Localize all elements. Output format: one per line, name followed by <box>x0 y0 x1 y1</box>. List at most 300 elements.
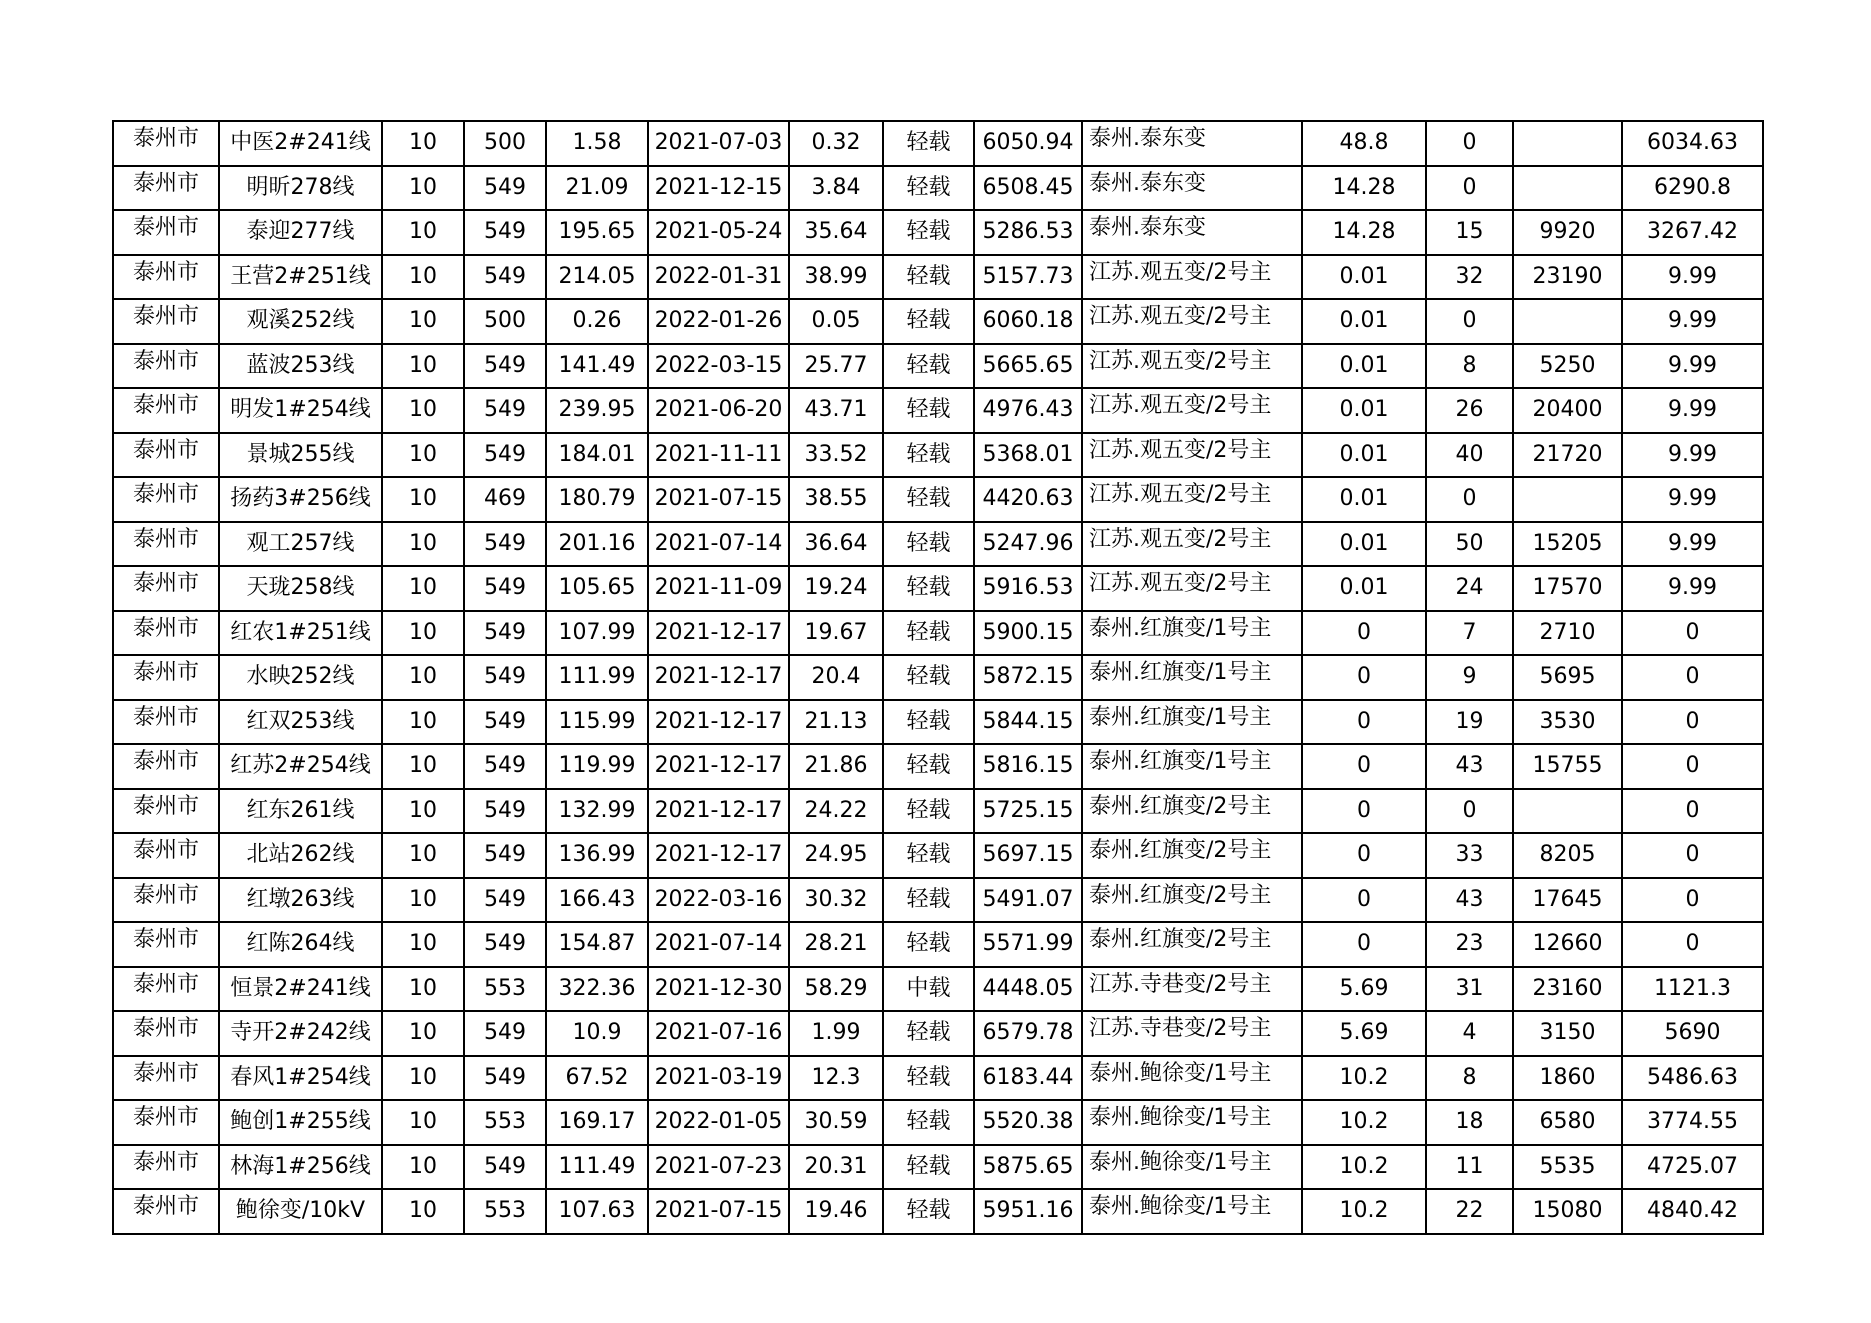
load-status-cell: 轻载 <box>883 388 974 433</box>
table-row <box>113 1189 1763 1234</box>
count-cell: 4 <box>1426 1011 1513 1056</box>
substation-cell: 泰州.鲍徐变/1号主 <box>1082 1189 1302 1234</box>
date-cell: 2021-11-09 <box>648 566 789 611</box>
substation-cell: 泰州.鲍徐变/1号主 <box>1082 1100 1302 1145</box>
substation-margin-cell: 10.2 <box>1302 1056 1426 1101</box>
load-cell: 136.99 <box>546 833 648 878</box>
capacity-cell: 549 <box>464 166 546 211</box>
city-cell: 泰州市 <box>113 566 219 611</box>
remaining-cell: 9.99 <box>1622 344 1763 389</box>
load-status-cell: 轻载 <box>883 121 974 166</box>
capacity-cell: 549 <box>464 522 546 567</box>
load-rate-cell: 38.55 <box>789 477 883 522</box>
city-cell: 泰州市 <box>113 210 219 255</box>
substation-cell: 泰州.红旗变/1号主 <box>1082 655 1302 700</box>
load-cell: 154.87 <box>546 922 648 967</box>
capacity-cell: 549 <box>464 789 546 834</box>
capacity-cell: 469 <box>464 477 546 522</box>
count-cell: 40 <box>1426 433 1513 478</box>
total-cell: 5695 <box>1513 655 1622 700</box>
line-name-cell: 寺开2#242线 <box>219 1011 382 1056</box>
date-cell: 2022-03-15 <box>648 344 789 389</box>
voltage-cell: 10 <box>382 121 464 166</box>
remaining-cell: 3267.42 <box>1622 210 1763 255</box>
remaining-cell: 9.99 <box>1622 299 1763 344</box>
load-rate-cell: 33.52 <box>789 433 883 478</box>
table-row <box>113 477 1763 522</box>
voltage-cell: 10 <box>382 1189 464 1234</box>
remaining-cell: 0 <box>1622 833 1763 878</box>
table-row <box>113 121 1763 166</box>
substation-margin-cell: 0.01 <box>1302 477 1426 522</box>
margin-cell: 5520.38 <box>974 1100 1082 1145</box>
load-cell: 21.09 <box>546 166 648 211</box>
table-row <box>113 166 1763 211</box>
date-cell: 2021-07-03 <box>648 121 789 166</box>
capacity-cell: 549 <box>464 566 546 611</box>
voltage-cell: 10 <box>382 210 464 255</box>
total-cell: 15205 <box>1513 522 1622 567</box>
table-row <box>113 700 1763 745</box>
load-rate-cell: 28.21 <box>789 922 883 967</box>
date-cell: 2022-01-05 <box>648 1100 789 1145</box>
remaining-cell: 5486.63 <box>1622 1056 1763 1101</box>
substation-cell: 江苏.观五变/2号主 <box>1082 388 1302 433</box>
voltage-cell: 10 <box>382 388 464 433</box>
total-cell: 23160 <box>1513 967 1622 1012</box>
total-cell: 2710 <box>1513 611 1622 656</box>
substation-margin-cell: 0 <box>1302 789 1426 834</box>
table-row <box>113 922 1763 967</box>
substation-cell: 泰州.鲍徐变/1号主 <box>1082 1056 1302 1101</box>
margin-cell: 5951.16 <box>974 1189 1082 1234</box>
substation-margin-cell: 48.8 <box>1302 121 1426 166</box>
substation-cell: 泰州.泰东变 <box>1082 166 1302 211</box>
substation-margin-cell: 0.01 <box>1302 566 1426 611</box>
count-cell: 0 <box>1426 121 1513 166</box>
line-name-cell: 水映252线 <box>219 655 382 700</box>
load-cell: 115.99 <box>546 700 648 745</box>
count-cell: 0 <box>1426 166 1513 211</box>
line-name-cell: 蓝波253线 <box>219 344 382 389</box>
line-name-cell: 红农1#251线 <box>219 611 382 656</box>
count-cell: 22 <box>1426 1189 1513 1234</box>
city-cell: 泰州市 <box>113 700 219 745</box>
substation-cell: 江苏.观五变/2号主 <box>1082 433 1302 478</box>
total-cell: 5535 <box>1513 1145 1622 1190</box>
remaining-cell: 0 <box>1622 744 1763 789</box>
city-cell: 泰州市 <box>113 433 219 478</box>
load-rate-cell: 30.59 <box>789 1100 883 1145</box>
margin-cell: 5157.73 <box>974 255 1082 300</box>
load-rate-cell: 20.31 <box>789 1145 883 1190</box>
capacity-cell: 549 <box>464 700 546 745</box>
date-cell: 2021-07-14 <box>648 522 789 567</box>
voltage-cell: 10 <box>382 833 464 878</box>
date-cell: 2022-03-16 <box>648 878 789 923</box>
total-cell: 17645 <box>1513 878 1622 923</box>
table-row <box>113 967 1763 1012</box>
remaining-cell: 0 <box>1622 789 1763 834</box>
table-row <box>113 744 1763 789</box>
line-name-cell: 春风1#254线 <box>219 1056 382 1101</box>
substation-margin-cell: 0 <box>1302 744 1426 789</box>
substation-margin-cell: 0 <box>1302 655 1426 700</box>
count-cell: 23 <box>1426 922 1513 967</box>
load-cell: 169.17 <box>546 1100 648 1145</box>
load-status-cell: 轻载 <box>883 611 974 656</box>
load-rate-cell: 21.86 <box>789 744 883 789</box>
substation-cell: 江苏.观五变/2号主 <box>1082 344 1302 389</box>
city-cell: 泰州市 <box>113 611 219 656</box>
date-cell: 2021-12-17 <box>648 744 789 789</box>
date-cell: 2022-01-26 <box>648 299 789 344</box>
load-cell: 1.58 <box>546 121 648 166</box>
line-name-cell: 泰迎277线 <box>219 210 382 255</box>
date-cell: 2021-12-17 <box>648 789 789 834</box>
margin-cell: 5697.15 <box>974 833 1082 878</box>
city-cell: 泰州市 <box>113 655 219 700</box>
substation-cell: 江苏.观五变/2号主 <box>1082 299 1302 344</box>
remaining-cell: 0 <box>1622 611 1763 656</box>
date-cell: 2021-03-19 <box>648 1056 789 1101</box>
substation-cell: 泰州.红旗变/1号主 <box>1082 611 1302 656</box>
remaining-cell: 1121.3 <box>1622 967 1763 1012</box>
substation-cell: 江苏.观五变/2号主 <box>1082 477 1302 522</box>
table-row <box>113 433 1763 478</box>
margin-cell: 5872.15 <box>974 655 1082 700</box>
total-cell: 3530 <box>1513 700 1622 745</box>
substation-margin-cell: 10.2 <box>1302 1145 1426 1190</box>
load-cell: 107.99 <box>546 611 648 656</box>
substation-margin-cell: 0 <box>1302 700 1426 745</box>
margin-cell: 5491.07 <box>974 878 1082 923</box>
load-cell: 214.05 <box>546 255 648 300</box>
load-cell: 180.79 <box>546 477 648 522</box>
margin-cell: 6050.94 <box>974 121 1082 166</box>
remaining-cell: 9.99 <box>1622 388 1763 433</box>
margin-cell: 5844.15 <box>974 700 1082 745</box>
date-cell: 2021-06-20 <box>648 388 789 433</box>
line-name-cell: 景城255线 <box>219 433 382 478</box>
capacity-cell: 549 <box>464 388 546 433</box>
load-rate-cell: 24.22 <box>789 789 883 834</box>
table-row <box>113 878 1763 923</box>
count-cell: 8 <box>1426 344 1513 389</box>
remaining-cell: 0 <box>1622 655 1763 700</box>
margin-cell: 5247.96 <box>974 522 1082 567</box>
city-cell: 泰州市 <box>113 388 219 433</box>
load-cell: 239.95 <box>546 388 648 433</box>
load-rate-cell: 30.32 <box>789 878 883 923</box>
substation-cell: 泰州.红旗变/2号主 <box>1082 878 1302 923</box>
capacity-cell: 549 <box>464 611 546 656</box>
city-cell: 泰州市 <box>113 1100 219 1145</box>
substation-cell: 泰州.红旗变/1号主 <box>1082 700 1302 745</box>
line-name-cell: 扬药3#256线 <box>219 477 382 522</box>
remaining-cell: 5690 <box>1622 1011 1763 1056</box>
load-status-cell: 轻载 <box>883 477 974 522</box>
line-name-cell: 天珑258线 <box>219 566 382 611</box>
total-cell: 21720 <box>1513 433 1622 478</box>
line-name-cell: 红苏2#254线 <box>219 744 382 789</box>
load-rate-cell: 20.4 <box>789 655 883 700</box>
line-name-cell: 恒景2#241线 <box>219 967 382 1012</box>
load-status-cell: 轻载 <box>883 566 974 611</box>
voltage-cell: 10 <box>382 611 464 656</box>
table-body <box>113 121 1763 1234</box>
margin-cell: 5286.53 <box>974 210 1082 255</box>
load-rate-cell: 3.84 <box>789 166 883 211</box>
margin-cell: 5368.01 <box>974 433 1082 478</box>
line-name-cell: 鲍徐变/10kV <box>219 1189 382 1234</box>
load-status-cell: 轻载 <box>883 655 974 700</box>
margin-cell: 5916.53 <box>974 566 1082 611</box>
city-cell: 泰州市 <box>113 878 219 923</box>
date-cell: 2021-11-11 <box>648 433 789 478</box>
margin-cell: 6060.18 <box>974 299 1082 344</box>
table-row <box>113 299 1763 344</box>
city-cell: 泰州市 <box>113 1011 219 1056</box>
table-row <box>113 1011 1763 1056</box>
voltage-cell: 10 <box>382 744 464 789</box>
city-cell: 泰州市 <box>113 166 219 211</box>
remaining-cell: 9.99 <box>1622 477 1763 522</box>
date-cell: 2021-12-17 <box>648 700 789 745</box>
count-cell: 0 <box>1426 477 1513 522</box>
capacity-cell: 553 <box>464 1100 546 1145</box>
margin-cell: 5665.65 <box>974 344 1082 389</box>
date-cell: 2021-12-17 <box>648 655 789 700</box>
voltage-cell: 10 <box>382 1100 464 1145</box>
capacity-cell: 500 <box>464 121 546 166</box>
capacity-cell: 549 <box>464 433 546 478</box>
substation-margin-cell: 0 <box>1302 878 1426 923</box>
city-cell: 泰州市 <box>113 121 219 166</box>
load-rate-cell: 19.24 <box>789 566 883 611</box>
load-rate-cell: 21.13 <box>789 700 883 745</box>
total-cell: 17570 <box>1513 566 1622 611</box>
load-rate-cell: 25.77 <box>789 344 883 389</box>
load-status-cell: 轻载 <box>883 878 974 923</box>
capacity-cell: 549 <box>464 1145 546 1190</box>
remaining-cell: 0 <box>1622 878 1763 923</box>
substation-margin-cell: 0.01 <box>1302 255 1426 300</box>
load-cell: 132.99 <box>546 789 648 834</box>
table-row <box>113 566 1763 611</box>
total-cell: 15755 <box>1513 744 1622 789</box>
total-cell: 3150 <box>1513 1011 1622 1056</box>
voltage-cell: 10 <box>382 166 464 211</box>
load-status-cell: 轻载 <box>883 922 974 967</box>
substation-margin-cell: 10.2 <box>1302 1189 1426 1234</box>
city-cell: 泰州市 <box>113 789 219 834</box>
substation-cell: 泰州.红旗变/1号主 <box>1082 744 1302 789</box>
substation-margin-cell: 5.69 <box>1302 967 1426 1012</box>
city-cell: 泰州市 <box>113 299 219 344</box>
date-cell: 2021-07-15 <box>648 477 789 522</box>
voltage-cell: 10 <box>382 922 464 967</box>
load-cell: 67.52 <box>546 1056 648 1101</box>
load-status-cell: 中载 <box>883 967 974 1012</box>
line-name-cell: 观溪252线 <box>219 299 382 344</box>
load-status-cell: 轻载 <box>883 166 974 211</box>
voltage-cell: 10 <box>382 1011 464 1056</box>
line-name-cell: 观工257线 <box>219 522 382 567</box>
substation-margin-cell: 10.2 <box>1302 1100 1426 1145</box>
substation-margin-cell: 0 <box>1302 833 1426 878</box>
voltage-cell: 10 <box>382 299 464 344</box>
capacity-cell: 553 <box>464 967 546 1012</box>
remaining-cell: 6034.63 <box>1622 121 1763 166</box>
line-name-cell: 王营2#251线 <box>219 255 382 300</box>
table-row <box>113 1056 1763 1101</box>
total-cell: 20400 <box>1513 388 1622 433</box>
substation-cell: 泰州.泰东变 <box>1082 121 1302 166</box>
load-cell: 105.65 <box>546 566 648 611</box>
table-row <box>113 210 1763 255</box>
substation-margin-cell: 5.69 <box>1302 1011 1426 1056</box>
substation-cell: 泰州.鲍徐变/1号主 <box>1082 1145 1302 1190</box>
margin-cell: 5725.15 <box>974 789 1082 834</box>
load-rate-cell: 58.29 <box>789 967 883 1012</box>
remaining-cell: 6290.8 <box>1622 166 1763 211</box>
total-cell <box>1513 121 1622 166</box>
substation-cell: 泰州.红旗变/2号主 <box>1082 922 1302 967</box>
load-rate-cell: 36.64 <box>789 522 883 567</box>
city-cell: 泰州市 <box>113 522 219 567</box>
city-cell: 泰州市 <box>113 833 219 878</box>
load-cell: 0.26 <box>546 299 648 344</box>
city-cell: 泰州市 <box>113 1189 219 1234</box>
table-row <box>113 1145 1763 1190</box>
count-cell: 32 <box>1426 255 1513 300</box>
load-cell: 111.99 <box>546 655 648 700</box>
load-cell: 195.65 <box>546 210 648 255</box>
date-cell: 2021-07-15 <box>648 1189 789 1234</box>
voltage-cell: 10 <box>382 655 464 700</box>
line-name-cell: 中医2#241线 <box>219 121 382 166</box>
total-cell: 12660 <box>1513 922 1622 967</box>
line-name-cell: 明昕278线 <box>219 166 382 211</box>
count-cell: 33 <box>1426 833 1513 878</box>
total-cell: 5250 <box>1513 344 1622 389</box>
count-cell: 31 <box>1426 967 1513 1012</box>
remaining-cell: 9.99 <box>1622 433 1763 478</box>
load-cell: 107.63 <box>546 1189 648 1234</box>
margin-cell: 4976.43 <box>974 388 1082 433</box>
table-row <box>113 522 1763 567</box>
substation-cell: 江苏.寺巷变/2号主 <box>1082 1011 1302 1056</box>
voltage-cell: 10 <box>382 433 464 478</box>
voltage-cell: 10 <box>382 344 464 389</box>
table-row <box>113 1100 1763 1145</box>
date-cell: 2022-01-31 <box>648 255 789 300</box>
voltage-cell: 10 <box>382 789 464 834</box>
load-cell: 322.36 <box>546 967 648 1012</box>
margin-cell: 5900.15 <box>974 611 1082 656</box>
capacity-cell: 500 <box>464 299 546 344</box>
load-rate-cell: 0.05 <box>789 299 883 344</box>
city-cell: 泰州市 <box>113 477 219 522</box>
line-name-cell: 红东261线 <box>219 789 382 834</box>
voltage-cell: 10 <box>382 255 464 300</box>
load-rate-cell: 1.99 <box>789 1011 883 1056</box>
load-status-cell: 轻载 <box>883 210 974 255</box>
table-row <box>113 833 1763 878</box>
load-cell: 111.49 <box>546 1145 648 1190</box>
capacity-cell: 549 <box>464 255 546 300</box>
substation-cell: 泰州.泰东变 <box>1082 210 1302 255</box>
load-cell: 141.49 <box>546 344 648 389</box>
count-cell: 19 <box>1426 700 1513 745</box>
voltage-cell: 10 <box>382 878 464 923</box>
date-cell: 2021-12-15 <box>648 166 789 211</box>
substation-margin-cell: 0.01 <box>1302 388 1426 433</box>
total-cell: 1860 <box>1513 1056 1622 1101</box>
table-row <box>113 388 1763 433</box>
voltage-cell: 10 <box>382 1145 464 1190</box>
line-name-cell: 林海1#256线 <box>219 1145 382 1190</box>
count-cell: 9 <box>1426 655 1513 700</box>
remaining-cell: 9.99 <box>1622 522 1763 567</box>
margin-cell: 5816.15 <box>974 744 1082 789</box>
total-cell <box>1513 477 1622 522</box>
margin-cell: 6183.44 <box>974 1056 1082 1101</box>
city-cell: 泰州市 <box>113 1056 219 1101</box>
load-rate-cell: 35.64 <box>789 210 883 255</box>
load-status-cell: 轻载 <box>883 1189 974 1234</box>
line-name-cell: 红双253线 <box>219 700 382 745</box>
voltage-cell: 10 <box>382 1056 464 1101</box>
load-status-cell: 轻载 <box>883 522 974 567</box>
substation-margin-cell: 0.01 <box>1302 522 1426 567</box>
table-row <box>113 789 1763 834</box>
load-cell: 166.43 <box>546 878 648 923</box>
date-cell: 2021-12-17 <box>648 611 789 656</box>
substation-margin-cell: 0.01 <box>1302 433 1426 478</box>
count-cell: 43 <box>1426 744 1513 789</box>
substation-cell: 泰州.红旗变/2号主 <box>1082 833 1302 878</box>
load-status-cell: 轻载 <box>883 299 974 344</box>
remaining-cell: 0 <box>1622 922 1763 967</box>
load-rate-cell: 0.32 <box>789 121 883 166</box>
load-rate-cell: 12.3 <box>789 1056 883 1101</box>
load-cell: 201.16 <box>546 522 648 567</box>
load-status-cell: 轻载 <box>883 1011 974 1056</box>
substation-cell: 江苏.观五变/2号主 <box>1082 566 1302 611</box>
remaining-cell: 4840.42 <box>1622 1189 1763 1234</box>
total-cell: 15080 <box>1513 1189 1622 1234</box>
voltage-cell: 10 <box>382 566 464 611</box>
capacity-cell: 549 <box>464 210 546 255</box>
line-name-cell: 红墩263线 <box>219 878 382 923</box>
count-cell: 15 <box>1426 210 1513 255</box>
remaining-cell: 3774.55 <box>1622 1100 1763 1145</box>
remaining-cell: 9.99 <box>1622 566 1763 611</box>
load-rate-cell: 19.46 <box>789 1189 883 1234</box>
count-cell: 26 <box>1426 388 1513 433</box>
line-name-cell: 北站262线 <box>219 833 382 878</box>
capacity-cell: 549 <box>464 655 546 700</box>
capacity-cell: 549 <box>464 1056 546 1101</box>
count-cell: 11 <box>1426 1145 1513 1190</box>
capacity-cell: 553 <box>464 1189 546 1234</box>
city-cell: 泰州市 <box>113 344 219 389</box>
count-cell: 0 <box>1426 789 1513 834</box>
voltage-cell: 10 <box>382 700 464 745</box>
substation-margin-cell: 0 <box>1302 922 1426 967</box>
